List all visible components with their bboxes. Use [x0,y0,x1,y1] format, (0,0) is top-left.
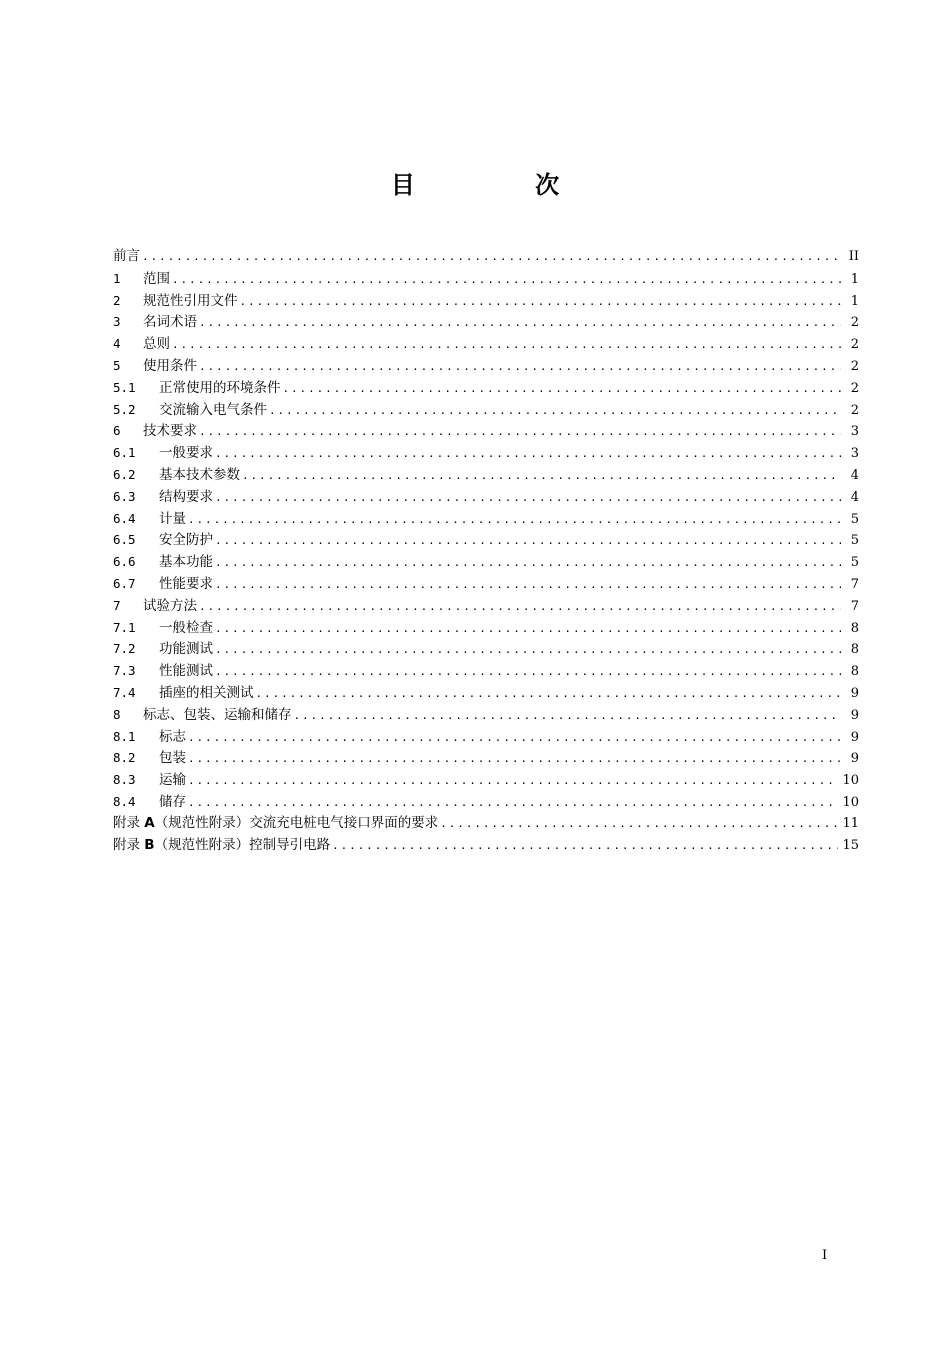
dot-leader [199,312,841,334]
toc-entry-page: 1 [850,293,859,309]
toc-entry-page: 4 [850,467,859,483]
dot-leader [215,487,841,509]
toc-entry-title: 结构要求 [159,488,213,505]
toc-entry-title: 标志 [159,728,186,745]
dot-leader [215,661,841,683]
toc-entry[interactable] [113,246,859,268]
toc-entry-title: 范围 [143,270,170,287]
dot-leader [242,465,841,487]
toc-entry-title: 标志、包装、运输和储存 [143,706,292,723]
toc-entry-number: 6.3 [113,488,136,504]
toc-entry-title: 交流输入电气条件 [159,401,267,418]
toc-entry[interactable] [113,747,859,769]
annex-prefix: 附录 [113,836,145,853]
dot-leader [215,530,841,552]
dot-leader [188,509,841,531]
toc-entry-page: 3 [850,446,859,462]
toc-entry-title: 正常使用的环境条件 [159,379,281,396]
dot-leader [269,400,841,422]
dot-leader [188,727,841,749]
toc-entry-page: 10 [842,773,859,789]
toc-entry-page: 2 [850,402,859,418]
toc-entry-number: 6 [113,423,121,439]
toc-entry-number: 6.4 [113,510,136,526]
toc-entry[interactable] [113,377,859,399]
toc-entry-title: 功能测试 [159,641,213,658]
dot-leader [332,835,838,857]
toc-entry-title: 一般要求 [159,445,213,462]
toc-entry-number: 6.2 [113,466,136,482]
toc-entry-number: 8.4 [113,793,136,809]
toc-entry-page: 2 [850,315,859,331]
toc-entry-number: 6.6 [113,554,136,570]
toc-entry-page: 5 [850,533,859,549]
toc-entry[interactable] [113,638,859,660]
dot-leader [199,596,841,618]
page-number: I [822,1248,828,1263]
annex-prefix: 附录 [113,814,145,831]
page-title: 目 次 [390,171,616,199]
toc-entry-title: 规范性引用文件 [143,292,238,309]
toc-entry-page: 3 [850,424,859,440]
dot-leader [283,378,842,400]
toc-entry-number: 6.7 [113,575,136,591]
toc-entry[interactable] [113,813,859,835]
toc-entry-page: 9 [850,751,859,767]
dot-leader [215,443,841,465]
toc-entry-page: 8 [850,642,859,658]
toc-entry-number: 6.1 [113,445,136,461]
toc-entry-title: 性能要求 [159,575,213,592]
toc-entry-page: 5 [850,511,859,527]
dot-leader [215,552,841,574]
toc-entry-page: 9 [850,729,859,745]
toc-entry-number: 4 [113,336,121,352]
toc-entry-number: 7.1 [113,619,136,635]
dot-leader [215,618,841,640]
toc-entry-page: 10 [842,794,859,810]
toc-entry-page: II [848,249,859,264]
toc-entry[interactable] [113,290,859,312]
toc-entry-number: 8.1 [113,728,136,744]
dot-leader [172,334,841,356]
toc-entry-title: 基本功能 [159,554,213,571]
toc-entry-title: 储存 [159,793,186,810]
toc-entry[interactable] [113,704,859,726]
dot-leader [188,748,841,770]
toc-entry-title: 安全防护 [159,532,213,549]
dot-leader [188,770,838,792]
toc-entry-number: 8 [113,706,121,722]
toc-entry-title: 使用条件 [143,357,197,374]
toc-entry[interactable] [113,573,859,595]
dot-leader [215,574,841,596]
toc-entry[interactable] [113,769,859,791]
toc-entry[interactable] [113,508,859,530]
toc-entry-page: 2 [850,380,859,396]
toc-entry-number: 7 [113,597,121,613]
toc-entry-number: 1 [113,270,121,286]
toc-entry[interactable] [113,420,859,442]
dot-leader [142,246,841,268]
annex-letter: B [144,836,155,853]
toc-entry-title: 包装 [159,750,186,767]
toc-entry-number: 7.4 [113,684,136,700]
toc-entry-number: 5 [113,357,121,373]
toc-entry[interactable] [113,595,859,617]
dot-leader [440,813,838,835]
annex-title: （规范性附录）控制导引电路 [154,836,331,853]
toc-entry[interactable] [113,486,859,508]
toc-entry-title: 基本技术参数 [159,466,240,483]
toc-entry-page: 2 [850,358,859,374]
toc-entry-number: 5.1 [113,379,136,395]
toc-entry[interactable] [113,311,859,333]
toc-entry-page: 2 [850,337,859,353]
dot-leader [188,792,838,814]
toc-entry-page: 15 [842,837,859,853]
toc-entry-title: 总则 [143,336,170,353]
toc-entry-title: 性能测试 [159,663,213,680]
toc-entry[interactable] [113,617,859,639]
toc-entry-title [113,835,330,857]
toc-entry-page: 8 [850,620,859,636]
toc-entry-page: 8 [850,664,859,680]
toc-entry-title: 计量 [159,510,186,527]
annex-title: （规范性附录）交流充电桩电气接口界面的要求 [154,814,439,831]
toc-entry[interactable] [113,682,859,704]
toc-entry[interactable] [113,551,859,573]
toc-entry-title: 运输 [159,772,186,789]
toc-entry-title: 试验方法 [143,597,197,614]
toc-entry-page: 7 [850,576,859,592]
toc-entry-number: 7.3 [113,663,136,679]
toc-entry-page: 7 [850,598,859,614]
toc-entry-number: 3 [113,314,121,330]
toc-entry-number: 5.2 [113,401,136,417]
toc-entry-number: 7.2 [113,641,136,657]
toc-entry[interactable] [113,726,859,748]
toc-entry-title: 技术要求 [143,423,197,440]
toc-entry-title: 名词术语 [143,314,197,331]
toc-entry[interactable] [113,791,859,813]
table-of-contents [113,246,859,856]
toc-entry-number: 2 [113,292,121,308]
toc-entry-title [113,813,438,835]
toc-entry-title: 插座的相关测试 [159,684,254,701]
toc-entry-number: 8.3 [113,772,136,788]
toc-entry-title: 前言 [113,248,140,264]
dot-leader [256,683,842,705]
toc-entry-page: 1 [850,271,859,287]
toc-entry-title: 一般检查 [159,619,213,636]
toc-entry[interactable] [113,399,859,421]
toc-entry[interactable] [113,464,859,486]
toc-entry[interactable] [113,355,859,377]
dot-leader [240,291,842,313]
dot-leader [294,705,842,727]
toc-entry-number: 6.5 [113,532,136,548]
toc-entry-number: 8.2 [113,750,136,766]
toc-entry[interactable] [113,529,859,551]
toc-entry-page: 5 [850,555,859,571]
toc-entry-page: 9 [850,685,859,701]
toc-entry-page: 9 [850,707,859,723]
toc-entry[interactable] [113,835,859,857]
toc-entry-page: 11 [842,815,859,831]
toc-entry[interactable] [113,268,859,290]
toc-entry[interactable] [113,660,859,682]
dot-leader [199,356,841,378]
annex-letter: A [144,814,155,831]
toc-entry[interactable] [113,333,859,355]
toc-entry[interactable] [113,442,859,464]
toc-entry-page: 4 [850,489,859,505]
dot-leader [172,269,841,291]
dot-leader [199,421,841,443]
dot-leader [215,639,841,661]
